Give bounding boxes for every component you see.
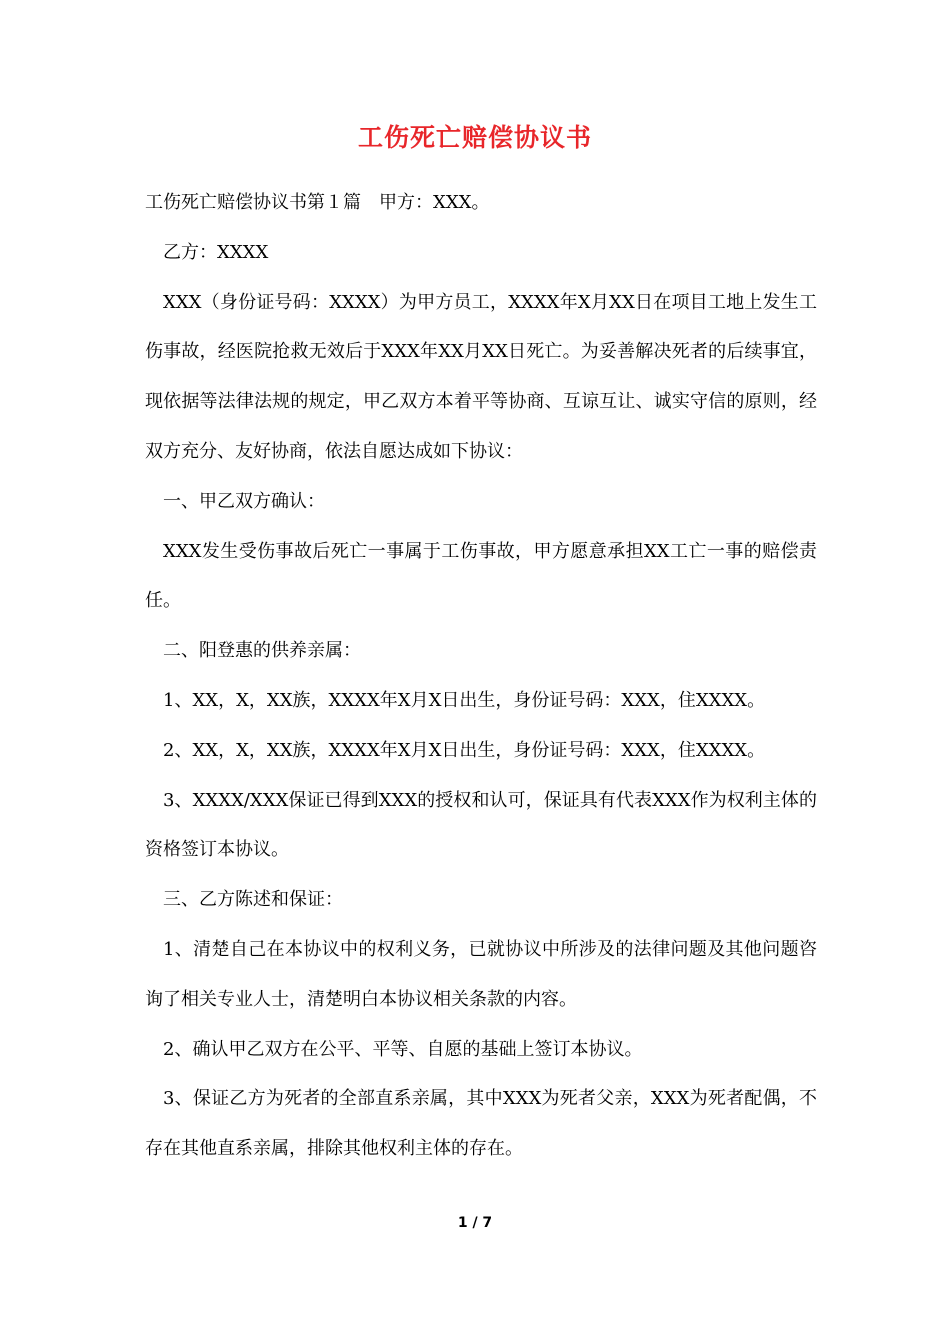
- list-item-dependent-1: 1、XX，X，XX族，XXXX年X月X日出生，身份证号码：XXX，住XXXX。: [163, 689, 766, 711]
- section-heading-1: 一、甲乙双方确认：: [163, 490, 325, 512]
- paragraph-party-b: 乙方：XXXX: [163, 241, 269, 263]
- document-title: 工伤死亡赔偿协议书: [357, 123, 592, 152]
- section-heading-2: 二、阳登惠的供养亲属：: [163, 640, 361, 662]
- page-number: 1 / 7: [457, 1215, 493, 1231]
- list-item-dependent-2: 2、XX，X，XX族，XXXX年X月X日出生，身份证号码：XXX，住XXXX。: [163, 739, 766, 761]
- list-item-statement-2: 2、确认甲乙双方在公平、平等、自愿的基础上签订本协议。: [163, 1038, 643, 1060]
- section-heading-3: 三、乙方陈述和保证：: [163, 889, 343, 911]
- paragraph-background: XXX（身份证号码：XXXX）为甲方员工，XXXX年X月XX日在项目工地上发生工伤事故，经医院抢救无效后于XXX年XX月XX日死亡。为妥善解决死者的后续事宜，现依据等法律法规的规定，甲乙双方本着平等协商、互谅互让、诚实守信的原则，经双方充分、友好协商，依法自愿达成如下协议：: [145, 291, 817, 462]
- paragraph-heading-line: 工伤死亡赔偿协议书第１篇 甲方：XXX。: [145, 192, 490, 213]
- list-item-authorization: 3、XXXX/XXX保证已得到XXX的授权和认可，保证具有代表XXX作为权利主体的资格签订本协议。: [145, 789, 817, 861]
- list-item-statement-3: 3、保证乙方为死者的全部直系亲属，其中XXX为死者父亲，XXX为死者配偶，不存在其他直系亲属，排除其他权利主体的存在。: [145, 1088, 817, 1160]
- list-item-statement-1: 1、清楚自己在本协议中的权利义务，已就协议中所涉及的法律问题及其他问题咨询了相关专业人士，清楚明白本协议相关条款的内容。: [145, 938, 817, 1010]
- document-body: [145, 178, 817, 1174]
- paragraph-confirmation: XXX发生受伤事故后死亡一事属于工伤事故，甲方愿意承担XX工亡一事的赔偿责任。: [145, 540, 817, 612]
